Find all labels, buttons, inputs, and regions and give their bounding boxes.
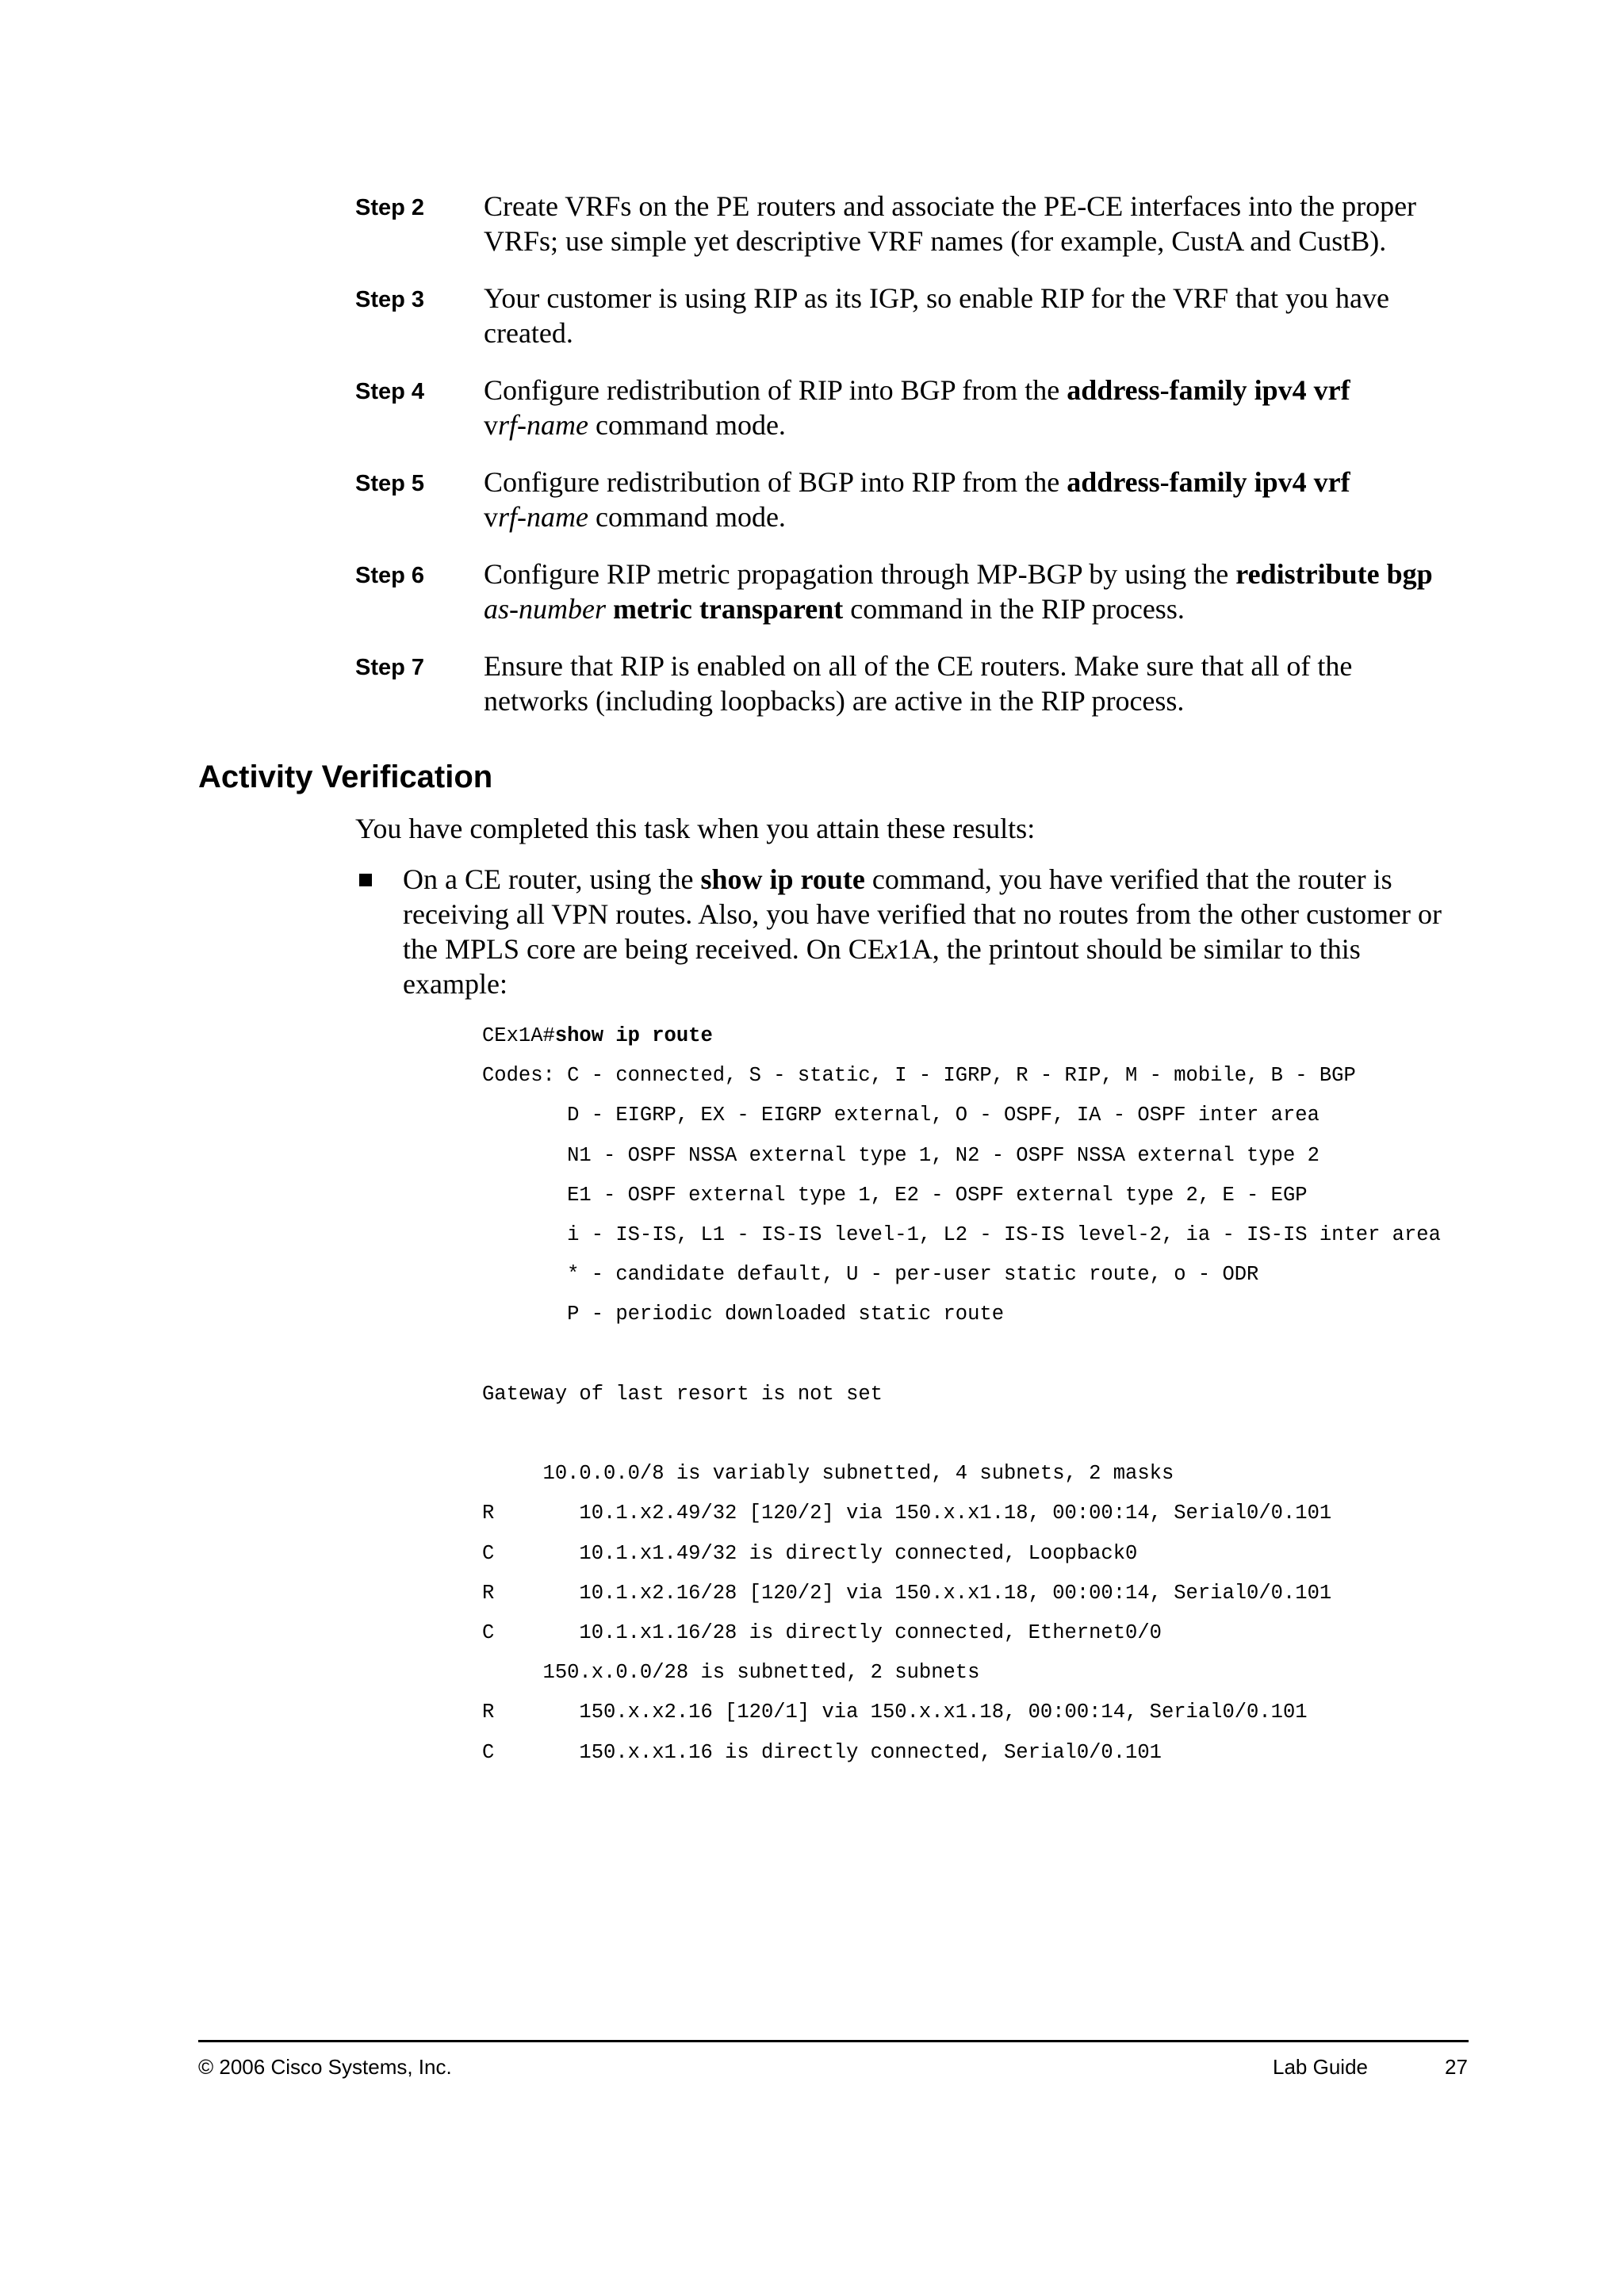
step-label: Step 3 xyxy=(355,287,425,312)
console-line: D - EIGRP, EX - EIGRP external, O - OSPF, IA - OSPF inter area xyxy=(482,1104,1320,1127)
console-line: 10.0.0.0/8 is variably subnetted, 4 subnets, 2 masks xyxy=(482,1462,1174,1486)
section-heading: Activity Verification xyxy=(198,760,493,794)
step-label: Step 4 xyxy=(355,379,425,404)
step-text xyxy=(484,465,1475,534)
step-text-line: Create VRFs on the PE routers and associate the PE-CE interfaces into the proper xyxy=(484,190,1417,222)
bullet-text xyxy=(403,862,1481,1001)
step-item xyxy=(355,465,1481,534)
step-label: Step 2 xyxy=(355,195,425,220)
bullet-item xyxy=(355,862,1481,1001)
console-line: P - periodic downloaded static route xyxy=(482,1303,1005,1326)
step-item xyxy=(355,281,1481,350)
step-text-run: v xyxy=(484,501,498,533)
console-line: Codes: C - connected, S - static, I - IGRP, R - RIP, M - mobile, B - BGP xyxy=(482,1064,1356,1088)
command-argument: rf-name xyxy=(498,409,588,441)
step-text xyxy=(484,281,1475,350)
command-keyword: redistribute bgp xyxy=(1235,558,1433,590)
step-text xyxy=(484,189,1475,258)
footer-copyright: © 2006 Cisco Systems, Inc. xyxy=(198,2055,452,2079)
step-item xyxy=(355,557,1481,626)
console-line: * - candidate default, U - per-user static route, o - ODR xyxy=(482,1263,1259,1287)
step-item xyxy=(355,649,1481,718)
step-text-run: Configure RIP metric propagation through MP-BGP by using the xyxy=(484,558,1236,590)
command-argument: as-number xyxy=(484,593,606,625)
step-text-run: command mode. xyxy=(588,501,786,533)
step-text xyxy=(484,557,1475,626)
step-text xyxy=(484,373,1475,442)
console-line: R 10.1.x2.16/28 [120/2] via 150.x.x1.18, 00:00:14, Serial0/0.101 xyxy=(482,1581,1332,1605)
console-line: 150.x.0.0/28 is subnetted, 2 subnets xyxy=(482,1661,980,1685)
step-text-line: Ensure that RIP is enabled on all of the CE routers. Make sure that all of the xyxy=(484,650,1353,682)
step-text-run: v xyxy=(484,409,498,441)
step-list xyxy=(355,189,1481,740)
command-keyword: metric transparent xyxy=(605,593,844,625)
step-text xyxy=(484,649,1475,718)
step-label: Step 6 xyxy=(355,563,425,588)
bullet-text-run: the MPLS core are being received. On CE xyxy=(403,933,885,965)
step-label: Step 5 xyxy=(355,471,425,496)
command-keyword: address-family ipv4 vrf xyxy=(1067,374,1350,406)
step-text-line: Your customer is using RIP as its IGP, so enable RIP for the VRF that you have xyxy=(484,282,1389,314)
bullet-text-run: 1A, the printout should be similar to this xyxy=(897,933,1361,965)
step-text-run: Configure redistribution of RIP into BGP from the xyxy=(484,374,1067,406)
console-line: C 10.1.x1.49/32 is directly connected, Loopback0 xyxy=(482,1541,1138,1565)
console-line: R 10.1.x2.49/32 [120/2] via 150.x.x1.18, 00:00:14, Serial0/0.101 xyxy=(482,1502,1332,1525)
console-line: E1 - OSPF external type 1, E2 - OSPF external type 2, E - EGP xyxy=(482,1183,1308,1207)
bullet-text-run: example: xyxy=(403,968,508,1000)
command-keyword: address-family ipv4 vrf xyxy=(1067,466,1350,498)
console-line: C 10.1.x1.16/28 is directly connected, Ethernet0/0 xyxy=(482,1621,1162,1645)
footer-divider xyxy=(198,2040,1469,2042)
bullet-text-run: command, you have verified that the router is xyxy=(864,863,1392,895)
bullet-text-run: receiving all VPN routes. Also, you have verified that no routes from the other customer or xyxy=(403,898,1442,930)
console-output xyxy=(482,1016,1441,1773)
step-text-line: networks (including loopbacks) are active in the RIP process. xyxy=(484,685,1185,717)
step-text-line: created. xyxy=(484,317,573,349)
console-line: N1 - OSPF NSSA external type 1, N2 - OSPF NSSA external type 2 xyxy=(482,1143,1320,1167)
step-text-run: command in the RIP process. xyxy=(843,593,1185,625)
step-text-run: Configure redistribution of BGP into RIP from the xyxy=(484,466,1067,498)
console-line: C 150.x.x1.16 is directly connected, Serial0/0.101 xyxy=(482,1740,1162,1764)
command-argument: rf-name xyxy=(498,501,588,533)
console-prompt: CEx1A# xyxy=(482,1024,555,1047)
step-label: Step 7 xyxy=(355,655,425,680)
console-line: Gateway of last resort is not set xyxy=(482,1382,883,1406)
bullet-text-run: On a CE router, using the xyxy=(403,863,701,895)
step-text-line: VRFs; use simple yet descriptive VRF names (for example, CustA and CustB). xyxy=(484,225,1387,257)
command-keyword: show ip route xyxy=(700,863,865,895)
command-argument: x xyxy=(884,933,898,965)
step-item xyxy=(355,189,1481,258)
console-line: R 150.x.x2.16 [120/1] via 150.x.x1.18, 00:00:14, Serial0/0.101 xyxy=(482,1701,1308,1724)
footer-page-number: 27 xyxy=(1445,2055,1468,2079)
console-command: show ip route xyxy=(554,1024,713,1047)
footer-doc-title: Lab Guide xyxy=(1273,2055,1368,2079)
square-bullet-icon xyxy=(355,862,403,1001)
intro-paragraph: You have completed this task when you attain these results: xyxy=(355,813,1036,844)
step-text-run: command mode. xyxy=(588,409,786,441)
step-item xyxy=(355,373,1481,442)
console-line: i - IS-IS, L1 - IS-IS level-1, L2 - IS-IS level-2, ia - IS-IS inter area xyxy=(482,1223,1441,1247)
